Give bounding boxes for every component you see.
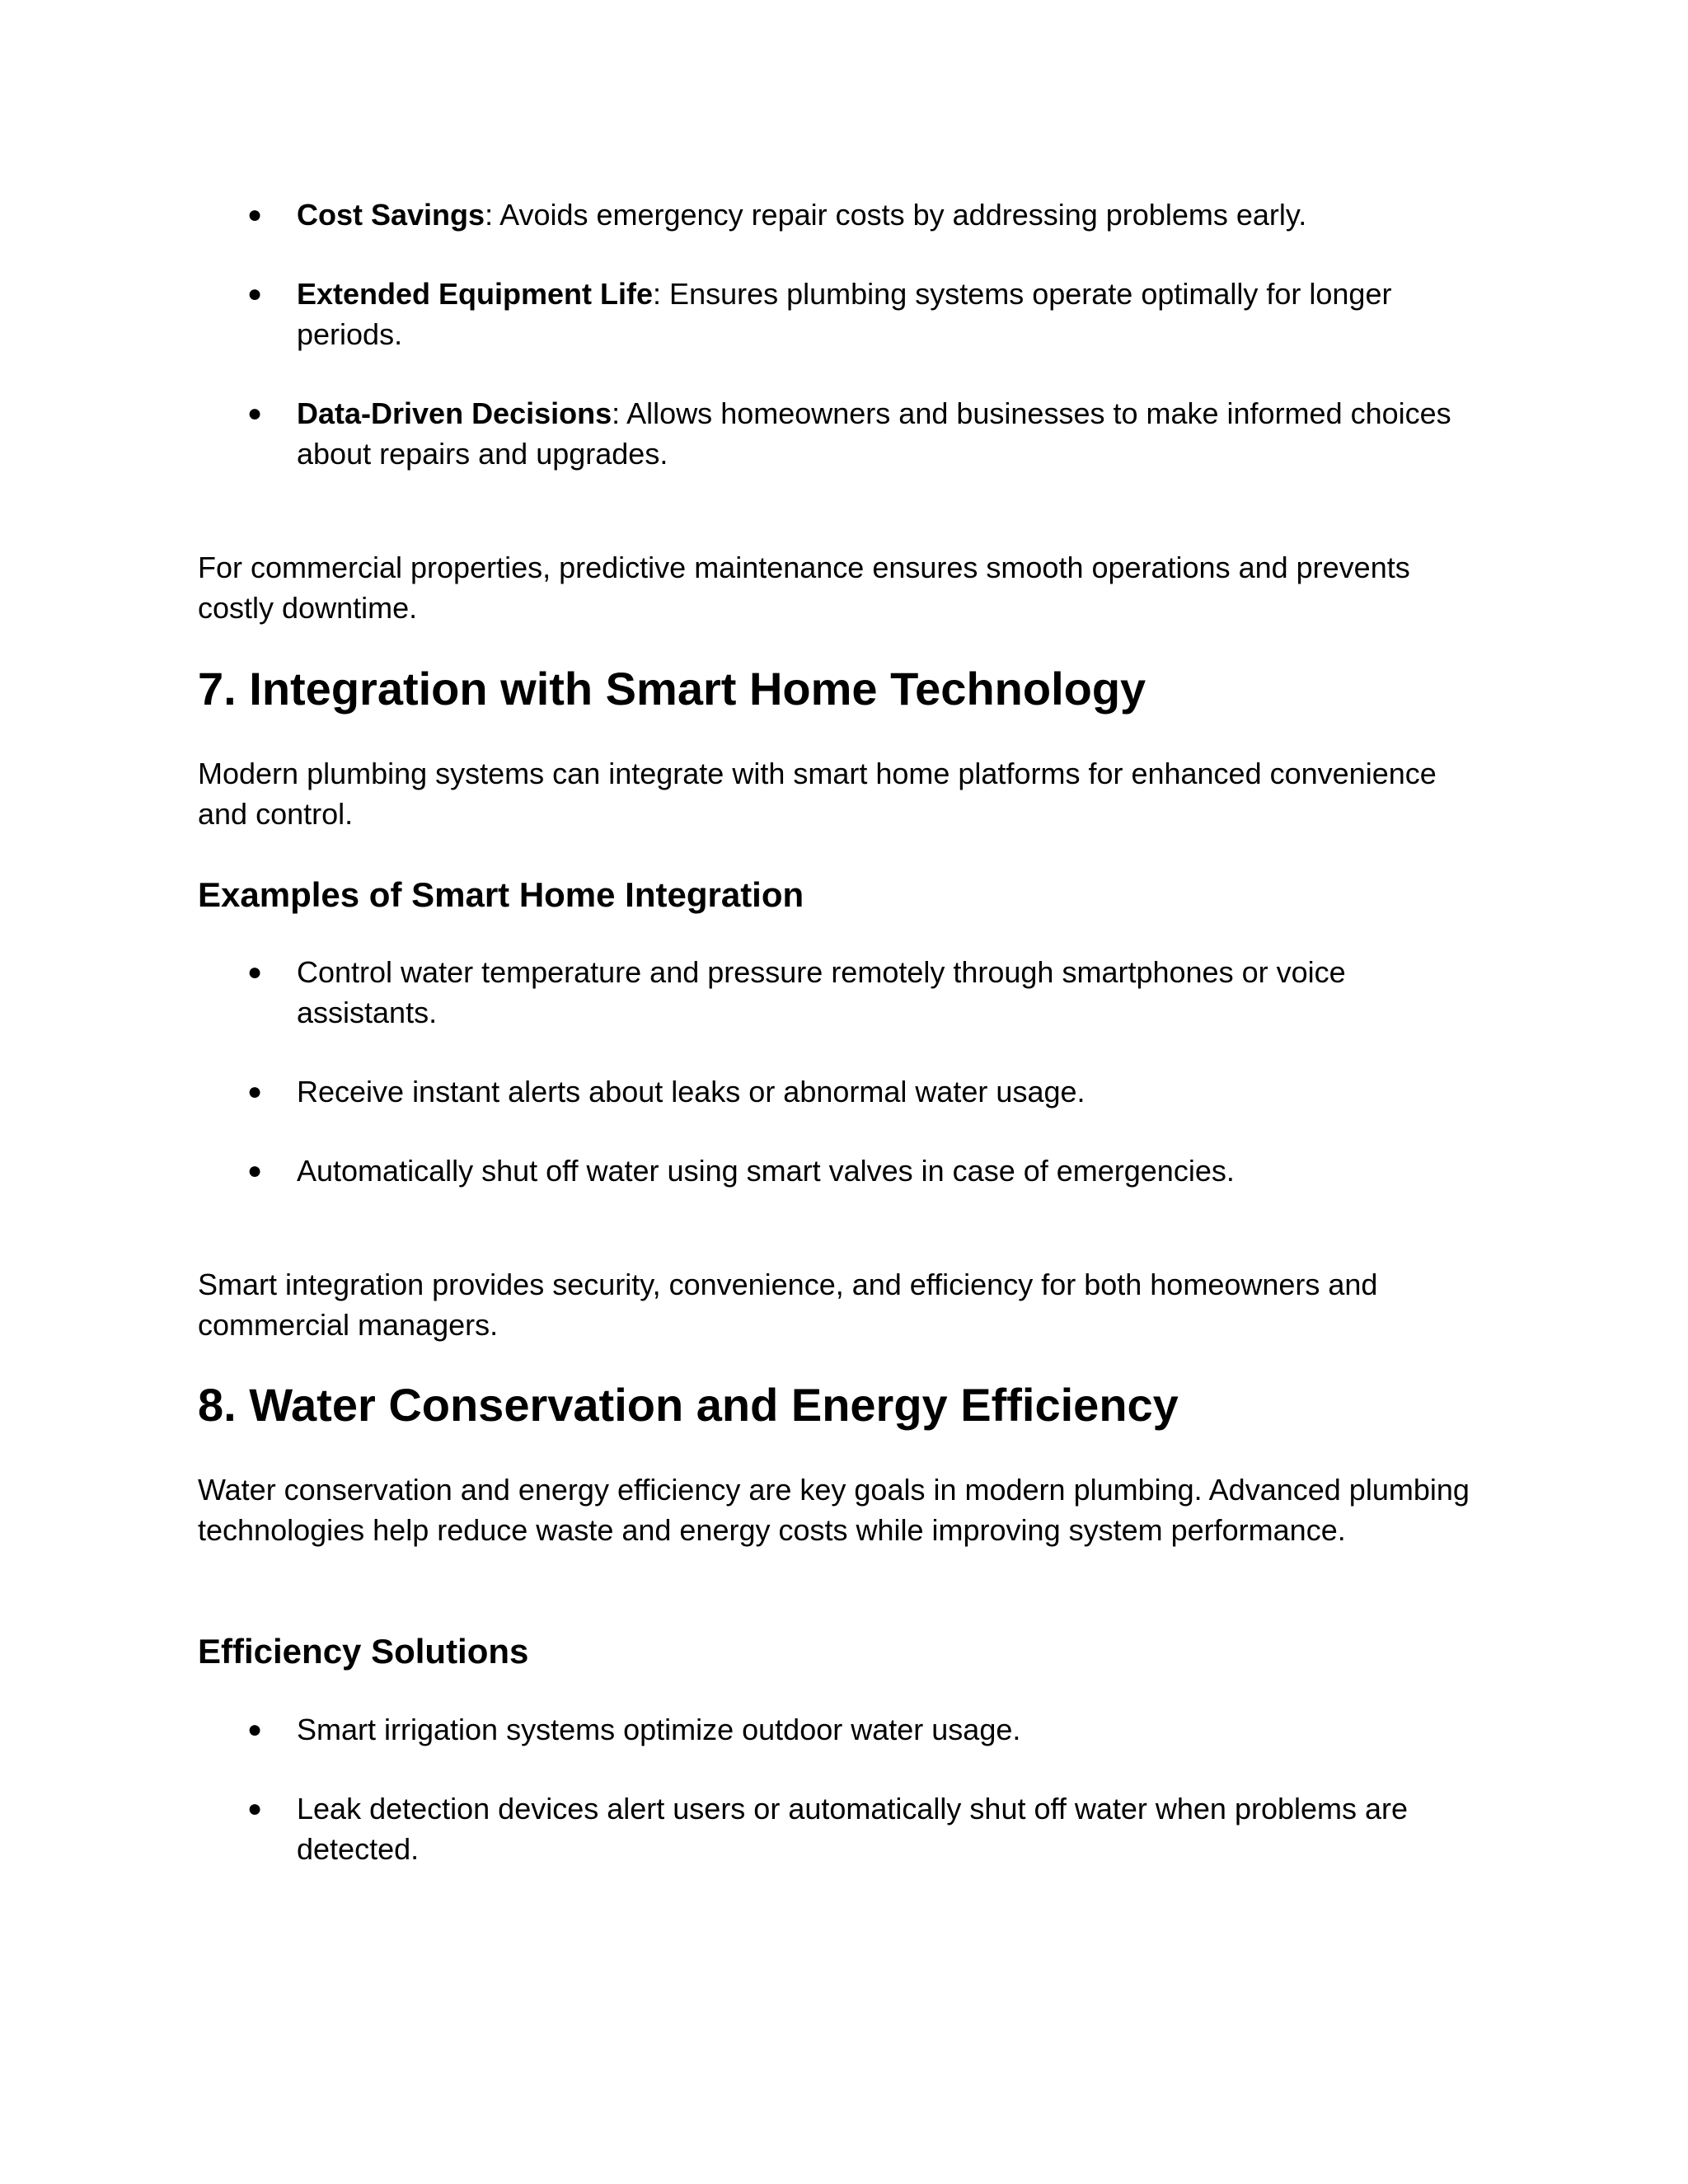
list-item-desc: : Avoids emergency repair costs by addressing problems early.: [485, 198, 1307, 232]
list-item-term: Data-Driven Decisions: [297, 396, 612, 430]
paragraph-text: Modern plumbing systems can integrate with smart home platforms for enhanced convenience and control.: [198, 757, 1437, 831]
subheading-text: Examples of Smart Home Integration: [198, 875, 804, 914]
section-7-heading: [198, 662, 1484, 716]
paragraph-text: Water conservation and energy efficiency are key goals in modern plumbing. Advanced plumbing technologies help reduce waste and energy costs while improving system performance.: [198, 1473, 1470, 1547]
bullet-icon: ●: [247, 1716, 263, 1743]
section-7-intro: [198, 753, 1484, 834]
list-item-term: Extended Equipment Life: [297, 277, 654, 311]
bullet-icon: ●: [247, 1795, 263, 1822]
list-item-text: Automatically shut off water using smart valves in case of emergencies.: [297, 1154, 1235, 1188]
list-item-text: Receive instant alerts about leaks or abnormal water usage.: [297, 1075, 1085, 1108]
list-item-text: [297, 393, 1500, 474]
bullet-icon: ●: [247, 280, 263, 307]
list-item-text: Leak detection devices alert users or automatically shut off water when problems are detected.: [297, 1792, 1409, 1866]
section-7-closing: [198, 1264, 1484, 1345]
section-8-intro: [198, 1469, 1484, 1550]
bullet-icon: ●: [247, 958, 263, 986]
bullet-icon: ●: [247, 201, 263, 228]
paragraph-text: Smart integration provides security, convenience, and efficiency for both homeowners and commercial managers.: [198, 1268, 1378, 1342]
list-item-desc: : Allows homeowners and businesses to make informed choices about repairs and upgrades.: [297, 396, 1451, 471]
paragraph-text: For commercial properties, predictive maintenance ensures smooth operations and prevents costly downtime.: [198, 551, 1410, 625]
list-item-term: Cost Savings: [297, 198, 485, 232]
heading-text: 7. Integration with Smart Home Technology: [198, 663, 1146, 715]
list-item-text: Smart irrigation systems optimize outdoor water usage.: [297, 1713, 1021, 1746]
section-7-subheading: [198, 874, 1484, 916]
paragraph-commercial: [198, 547, 1484, 628]
section-8-heading: [198, 1378, 1484, 1432]
bullet-icon: ●: [247, 1157, 263, 1184]
subheading-text: Efficiency Solutions: [198, 1632, 529, 1671]
section-8-subheading: [198, 1630, 1484, 1673]
list-item-desc: : Ensures plumbing systems operate optimally for longer periods.: [297, 277, 1392, 351]
bullet-icon: ●: [247, 1078, 263, 1105]
list-item-text: [297, 194, 1500, 235]
heading-text: 8. Water Conservation and Energy Efficiency: [198, 1379, 1179, 1431]
list-item-text: [297, 274, 1500, 354]
list-item-text: Control water temperature and pressure remotely through smartphones or voice assistants.: [297, 955, 1346, 1029]
bullet-icon: ●: [247, 400, 263, 427]
